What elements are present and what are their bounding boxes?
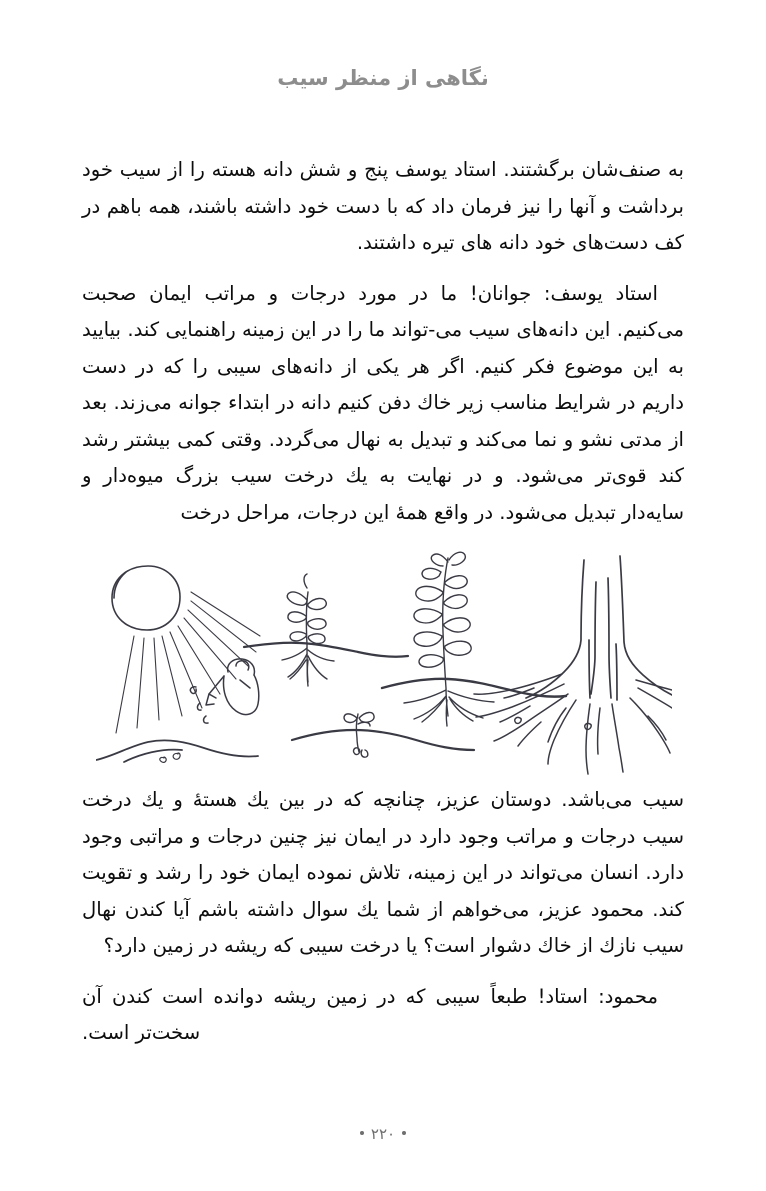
plant-growth-illustration [96,548,672,780]
watering-can-icon [190,659,258,723]
sun-icon [112,566,180,630]
body-text-upper [82,152,684,545]
paragraph-4: محمود: استاد! طبعاً سیبی که در زمین ریشه دوانده است کندن آن سخت‌تر است. [82,984,658,1044]
page-number: ۲۲۰ [370,1125,396,1143]
young-plant [282,574,334,686]
buried-seeds [160,753,180,762]
footer-dot-right [402,1131,406,1135]
body-text-lower [82,782,684,1066]
larger-plant [404,552,494,726]
page-footer [0,1125,766,1144]
paragraph-1: به صنف‌شان برگشتند. استاد یوسف پنج و شش دانه هسته را از سیب خود برداشت و آنها را نیز فرمان داد که با دست خود داشته باشند، همه باهم در کف دست‌های خود دانه های تیره داشتند. [82,158,684,254]
soil-line-young-plant [244,643,408,657]
paragraph-2: استاد یوسف: جوانان! ما در مورد درجات و مراتب ایمان صحبت می‌کنیم. این دانه‌های سیب می‌-تواند ما را در این زمینه راهنمایی کند. بیایید به این موضوع فکر کنیم. اگر هر یکی از دانه‌های سیبی را که در دست داریم در شرایط مناسب زیر خاك دفن کنیم دانه در ابتداء جوانه می‌زند. بعد از مدتی نشو و نما می‌کند و تبدیل به نهال می‌گردد. وقتی کمی بیشتر رشد کند قوی‌تر می‌شود. و در نهایت به یك درخت سیب بزرگ میوه‌دار و سایه‌دار تبدیل می‌شود. در واقع همهٔ این درجات، مراحل درخت [82,281,684,524]
soil-line-sprout [292,730,474,750]
sprouting-seed [344,712,374,757]
footer-dot-left [360,1131,364,1135]
page-title: نگاهی از منظر سیب [277,66,489,90]
paragraph-3: سیب می‌باشد. دوستان عزیز، چنانچه که در بین یك هستهٔ و یك درخت سیب درجات و مراتب وجود دارد در ایمان نیز چنین درجات و مراتبی وجود دارد. انسان می‌تواند در این زمینه، تلاش نموده ایمان خود را رشد و تقویت کند. محمود عزیز، می‌خواهم از شما یك سوال داشته باشم آیا کندن نهال سیب نازك از خاك دشوار است؟ یا درخت سیبی که ریشه در زمین دارد؟ [82,788,684,957]
